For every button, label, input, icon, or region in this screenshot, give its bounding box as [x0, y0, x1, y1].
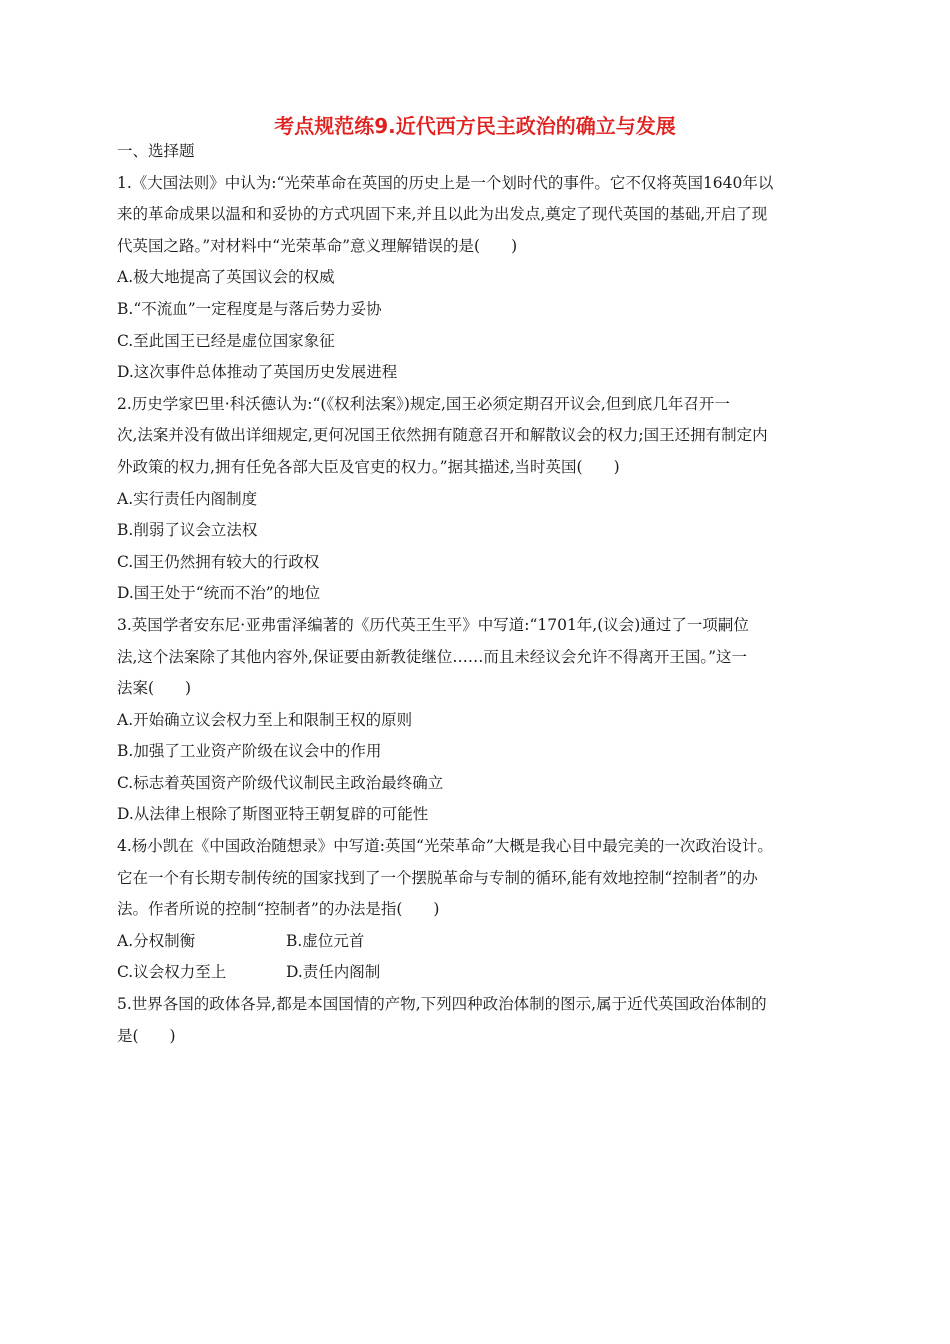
section-heading: 一、选择题 — [117, 142, 195, 160]
option-d: D.责任内阁制 — [286, 963, 381, 982]
option-d: D.从法律上根除了斯图亚特王朝复辟的可能性 — [117, 805, 429, 824]
question-stem-line: 1.《大国法则》中认为:“光荣革命在英国的历史上是一个划时代的事件。它不仅将英国1640年以 — [117, 173, 774, 192]
question-stem-line: 代英国之路。”对材料中“光荣革命”意义理解错误的是( ) — [117, 236, 518, 255]
option-d: D.国王处于“统而不治”的地位 — [117, 584, 321, 603]
question-stem-line: 4.杨小凯在《中国政治随想录》中写道:英国“光荣革命”大概是我心目中最完美的一次政治设计。 — [117, 837, 773, 856]
question-2 — [117, 389, 837, 610]
question-4 — [117, 831, 837, 989]
question-stem-line: 法,这个法案除了其他内容外,保证要由新教徒继位……而且未经议会允许不得离开王国。”这一 — [117, 647, 748, 666]
page-title: 考点规范练9.近代西方民主政治的确立与发展 — [274, 114, 676, 138]
question-stem-line: 它在一个有长期专制传统的国家找到了一个摆脱革命与专制的循环,能有效地控制“控制者”的办 — [117, 868, 758, 887]
question-stem-line: 5.世界各国的政体各异,都是本国国情的产物,下列四种政治体制的图示,属于近代英国政治体制的 — [117, 995, 767, 1014]
option-b: B.“不流血”一定程度是与落后势力妥协 — [117, 299, 382, 318]
question-stem-line: 来的革命成果以温和和妥协的方式巩固下来,并且以此为出发点,奠定了现代英国的基础,开启了现 — [117, 205, 768, 224]
question-1 — [117, 168, 837, 389]
question-stem-line: 法。作者所说的控制“控制者”的办法是指( ) — [117, 900, 440, 919]
question-stem-line: 外政策的权力,拥有任免各部大臣及官吏的权力。”据其描述,当时英国( ) — [117, 457, 620, 476]
option-a: A.开始确立议会权力至上和限制王权的原则 — [117, 710, 413, 729]
content — [117, 136, 837, 1052]
question-stem-line: 次,法案并没有做出详细规定,更何况国王依然拥有随意召开和解散议会的权力;国王还拥有制定内 — [117, 426, 768, 445]
options-row — [117, 957, 837, 989]
question-stem-line: 法案( ) — [117, 679, 192, 698]
option-c: C.议会权力至上 — [117, 963, 227, 982]
option-b: B.削弱了议会立法权 — [117, 521, 258, 540]
option-b: B.虚位元首 — [286, 931, 365, 950]
option-c: C.标志着英国资产阶级代议制民主政治最终确立 — [117, 773, 444, 792]
option-c: C.至此国王已经是虚位国家象征 — [117, 331, 335, 350]
question-stem-line: 是( ) — [117, 1026, 176, 1045]
question-stem-line: 3.英国学者安东尼·亚弗雷泽编著的《历代英王生平》中写道:“1701年,(议会)通过了一项嗣位 — [117, 615, 749, 634]
question-5 — [117, 989, 837, 1052]
option-a: A.实行责任内阁制度 — [117, 489, 258, 508]
option-a: A.极大地提高了英国议会的权威 — [117, 268, 335, 287]
question-stem-line: 2.历史学家巴里·科沃德认为:“(《权利法案》)规定,国王必须定期召开议会,但到底几年召开一 — [117, 394, 730, 413]
option-a: A.分权制衡 — [117, 931, 196, 950]
option-c: C.国王仍然拥有较大的行政权 — [117, 552, 320, 571]
option-d: D.这次事件总体推动了英国历史发展进程 — [117, 363, 398, 382]
options-row — [117, 926, 837, 958]
question-3 — [117, 610, 837, 831]
option-b: B.加强了工业资产阶级在议会中的作用 — [117, 742, 382, 761]
